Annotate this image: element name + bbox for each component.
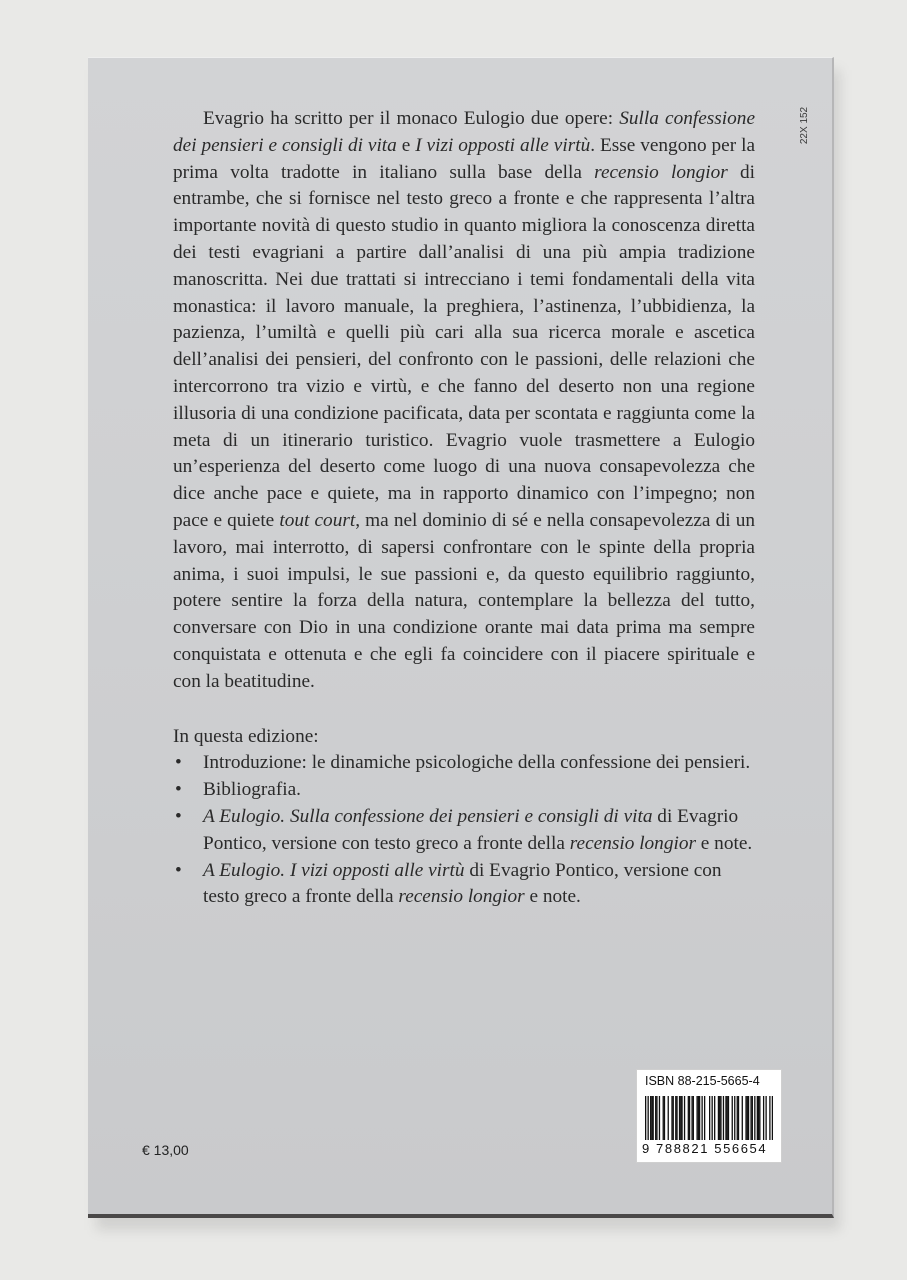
barcode-bar (725, 1096, 726, 1140)
italic-text: recensio longior (398, 886, 525, 908)
barcode-bar (664, 1096, 665, 1140)
italic-text: A Eulogio. Sulla confessione dei pensieri e consigli di vita (203, 805, 653, 827)
barcode-bar (656, 1096, 657, 1140)
barcode-bar (671, 1096, 672, 1140)
price-label: € 13,00 (142, 1142, 189, 1158)
edition-list (173, 750, 755, 911)
barcode-bar (720, 1096, 721, 1140)
text-run: Bibliografia. (203, 779, 301, 801)
barcode-bar (684, 1096, 685, 1140)
barcode-bar (676, 1096, 677, 1140)
barcode-bar (752, 1096, 753, 1140)
edition-section (173, 724, 755, 912)
barcode-bar (727, 1096, 728, 1140)
edition-list-item (173, 750, 755, 777)
cover-text (173, 106, 755, 911)
text-run: Introduzione: le dinamiche psicologiche della confessione dei pensieri. (203, 752, 751, 774)
barcode-bar (763, 1096, 764, 1140)
barcode-bar (734, 1096, 735, 1140)
italic-text: tout court (279, 509, 356, 531)
isbn-text: ISBN 88-215-5665-4 (645, 1074, 760, 1088)
barcode-bar (691, 1096, 692, 1140)
barcode-bar (689, 1096, 690, 1140)
barcode-bar (663, 1096, 664, 1140)
barcode-bars (645, 1096, 773, 1140)
barcode-bar (748, 1096, 749, 1140)
barcode-bar (659, 1096, 660, 1140)
barcode-bar (688, 1096, 689, 1140)
barcode-bar (759, 1096, 760, 1140)
text-run: Evagrio ha scritto per il monaco Eulogio due opere: (203, 108, 620, 129)
edition-title: In questa edizione: (173, 725, 319, 747)
bullet-icon: • (175, 752, 182, 774)
barcode-bar (769, 1096, 770, 1140)
barcode-bar (747, 1096, 748, 1140)
text-run: e (396, 134, 416, 156)
barcode-bar (718, 1096, 719, 1140)
barcode-bar (693, 1096, 694, 1140)
blurb-paragraph (173, 106, 755, 696)
barcode-bar (772, 1096, 773, 1140)
barcode-bar (701, 1096, 702, 1140)
ean-digits: 9 788821 556654 (642, 1141, 768, 1156)
barcode-bar (645, 1096, 646, 1140)
barcode-bar (653, 1096, 654, 1140)
barcode-bar (750, 1096, 751, 1140)
barcode-bar (757, 1096, 758, 1140)
bullet-icon: • (175, 805, 182, 827)
barcode-bar (714, 1096, 715, 1140)
italic-text: recensio longior (569, 832, 696, 854)
barcode-bar (704, 1096, 705, 1140)
barcode-bar (651, 1096, 652, 1140)
text-run: e note. (524, 886, 581, 908)
barcode-bar (709, 1096, 710, 1140)
text-run: di Evagrio Pontico, versione con testo greco a fronte della (203, 805, 739, 854)
barcode-bar (699, 1096, 700, 1140)
text-run: . Esse vengono per la prima volta tradotte in italiano sulla base della (173, 134, 755, 183)
barcode-bar (723, 1096, 724, 1140)
barcode-bar (655, 1096, 656, 1140)
barcode-bar (765, 1096, 766, 1140)
barcode-bar (679, 1096, 680, 1140)
barcode-bar (680, 1096, 681, 1140)
barcode-bar (745, 1096, 746, 1140)
text-run: di Evagrio Pontico, versione con testo greco a fronte della (203, 859, 722, 908)
barcode-bar (698, 1096, 699, 1140)
spine-code (799, 96, 824, 156)
barcode-bar (673, 1096, 674, 1140)
barcode-bar (681, 1096, 682, 1140)
barcode-bar (742, 1096, 743, 1140)
barcode-label (636, 1069, 782, 1163)
spine-code-text: 22X 152 (799, 106, 811, 145)
text-run: di entrambe, che si fornisce nel testo greco a fronte e che rappresenta l’altra importante novità di questo studio in quanto migliora la conoscenza diretta dei testi evagriani a partire dall’analisi di una più ampia tradizione manoscritta. Nei due trattati si intrecciano i temi fondamentali della vita monastica: il lavoro manuale, la preghiera, l’astinenza, l’ubbidienza, la pazienza, l’umiltà e quelli più cari alla sua ricerca morale e ascetica dell’analisi dei pensieri, del confronto con le passioni, delle relazioni che intercorrono tra vizio e virtù, e che fanno del deserto non una regione illusoria di una condizione pacificata, data per scontata e raggiunta come la meta di un itinerario turistico. Evagrio vuole trasmettere a Eulogio un’esperienza del deserto come luogo di una nuova consapevolezza che dice anche pace e quiete, ma in rapporto dinamico con l’impegno; non pace e quiete (173, 161, 755, 531)
barcode-bar (668, 1096, 669, 1140)
bullet-icon: • (175, 859, 182, 881)
italic-text: recensio longior (594, 161, 728, 183)
barcode-bar (738, 1096, 739, 1140)
barcode-bar (732, 1096, 733, 1140)
italic-text: A Eulogio. I vizi opposti alle virtù (203, 859, 465, 881)
italic-text: I vizi opposti alle virtù (415, 134, 591, 156)
barcode-bar (728, 1096, 729, 1140)
edition-list-item (173, 858, 755, 912)
barcode-bar (719, 1096, 720, 1140)
edition-list-item (173, 804, 755, 858)
bullet-icon: • (175, 779, 182, 801)
barcode-bar (737, 1096, 738, 1140)
edition-list-item (173, 777, 755, 804)
barcode-bar (754, 1096, 755, 1140)
text-run: e note. (695, 832, 753, 854)
barcode-bar (712, 1096, 713, 1140)
barcode-bar (696, 1096, 697, 1140)
barcode-bar (648, 1096, 649, 1140)
italic-text: Sulla confessione dei pensieri e consigli di vita (173, 108, 755, 156)
text-run: , ma nel dominio di sé e nella consapevolezza di un lavoro, mai interrotto, di sapersi confrontare con le spinte della propria anima, i suoi impulsi, le sue passioni e, da questo equilibrio raggiunto, potere sentire la forza della natura, contemplare la bellezza del tutto, conversare con Dio in una condizione orante mai data prima ma sempre conquistata e ottenuta e che egli fa coincidere con il piacere spirituale e con la beatitudine. (173, 509, 756, 692)
barcode-bar (758, 1096, 759, 1140)
barcode-bar (650, 1096, 651, 1140)
barcode-bar (675, 1096, 676, 1140)
